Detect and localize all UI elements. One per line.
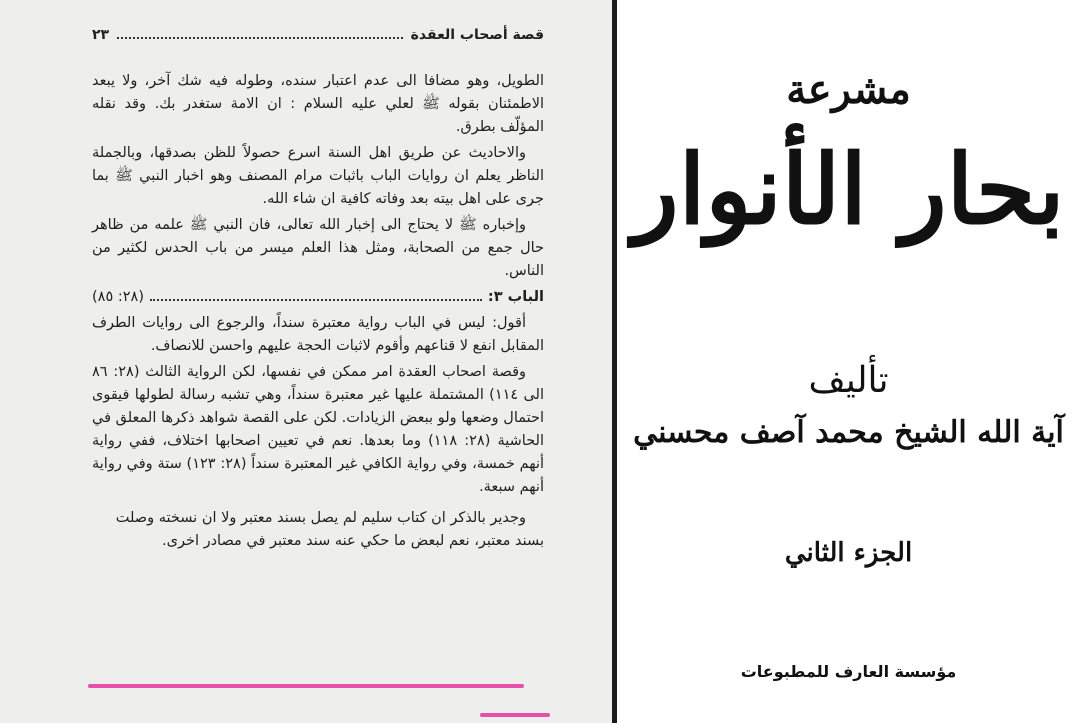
right-cover-page <box>617 0 1080 723</box>
highlighted-text: وجدير بالذكر ان كتاب سليم لم يصل بسند معتبر ولا ان نسخته وصلت <box>115 510 526 526</box>
header-dot-leader <box>117 37 403 39</box>
chapter-reference: (٢٨: ٨٥) <box>92 289 144 305</box>
paragraph-4: أقول: ليس في الباب رواية معتبرة سنداً، والرجوع الى روايات الطرف المقابل انفع لا قناعهم وأقوم لاثبات الحجة عليهم واحسن للانصاف. <box>92 315 544 354</box>
highlighted-line <box>92 507 544 530</box>
header-title: قصة أصحاب العقدة <box>410 27 544 43</box>
pink-underline-mark-1 <box>88 684 524 688</box>
paragraph-3: وإخباره ﷺ لا يحتاج الى إخبار الله تعالى، فان النبي ﷺ علمه من ظاهر حال جمع من الصحابة، ومثل هذا العلم ميسر من باب الحدس لكثير من الناس. <box>92 217 544 279</box>
cover-title-line-2: بحار الأنوار <box>632 133 1065 246</box>
cover-title-line-1: مشرعة <box>786 66 911 113</box>
final-line-text: بسند معتبر، نعم لبعض ما حكي عنه سند معتبر في مصادر اخرى. <box>162 533 544 549</box>
paragraph-1: الطويل، وهو مضافا الى عدم اعتبار سنده، وطوله فيه شك آخر، ولا يبعد الاطمئنان بقوله ﷺ لعلي عليه السلام : ان الامة ستغدر بك. وقد نقله المؤلّف بطرق. <box>92 73 544 135</box>
page-number: ٢٣ <box>92 27 110 43</box>
volume-label: الجزء الثاني <box>784 538 913 568</box>
bleed-through-text: ‏ ‏ ‏ <box>536 150 544 164</box>
chapter-dot-leader <box>150 299 482 301</box>
running-header <box>92 24 544 46</box>
paragraph-5: وقصة اصحاب العقدة امر ممكن في نفسها، لكن الرواية الثالث (٢٨: ٨٦ الى ١١٤) المشتملة عليها غير معتبرة سنداً، وهي تشبه رسالة لطولها فيقوى احتمال وضعها ولو ببعض الزيادات. لكن على القصة شواهد ذكرها المعلق في الحاشية (٢٨: ١١٨) وما بعدها. نعم في تعيين اصحابها اختلاف، ففي رواية أنهم خمسة، وفي رواية الكافي غير المعتبرة سنداً (٢٨: ١٢٣) ستة وفي رواية أنهم سبعة. <box>92 364 545 495</box>
paragraph-2: والاحاديث عن طريق اهل السنة اسرع حصولاً للظن بصدقها، وبالجملة الناظر يعلم ان روايات الباب باثبات مرام المصنف وهو اخبار النبي ﷺ بما جرى على اهل بيته بعد وفاته كافية ان شاء الله. <box>92 145 544 207</box>
authored-label: تأليف <box>808 360 889 401</box>
author-name: آية الله الشيخ محمد آصف محسني <box>633 415 1064 450</box>
publisher-name: مؤسسة العارف للمطبوعات <box>740 662 957 681</box>
page-body-text <box>92 70 544 556</box>
final-line <box>92 530 544 553</box>
pink-underline-mark-2 <box>480 713 550 717</box>
chapter-label: الباب ٣: <box>487 289 544 305</box>
chapter-heading <box>92 286 544 309</box>
